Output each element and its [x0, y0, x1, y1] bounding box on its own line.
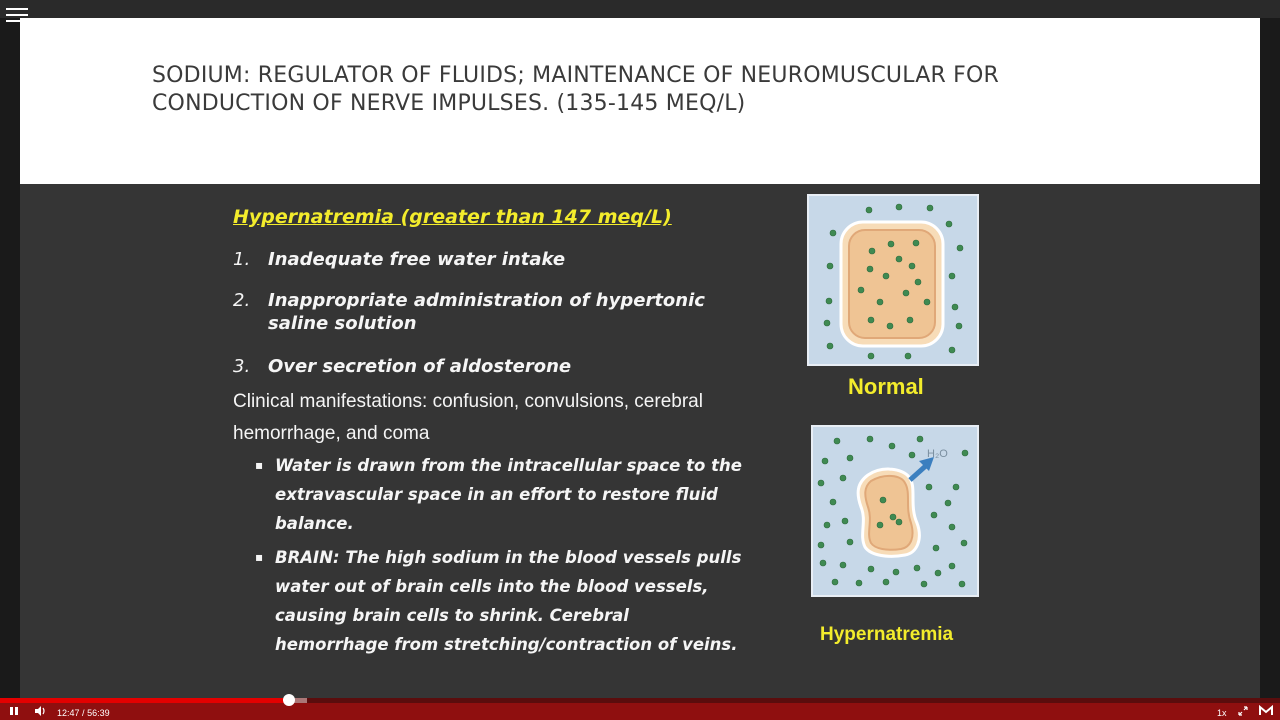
cause-text: Inappropriate administration of hypertonic saline solution: [268, 290, 705, 334]
played-bar: [0, 698, 289, 703]
time-display: [57, 708, 110, 718]
cause-number: 2.: [233, 290, 251, 311]
normal-cell-diagram: [807, 194, 979, 366]
brand-logo-icon[interactable]: [1259, 705, 1273, 716]
volume-icon[interactable]: [34, 705, 46, 717]
cause-item: [233, 289, 733, 335]
bullet-marker: ▪: [255, 550, 264, 564]
clinical-manifestations: Clinical manifestations: confusion, convulsions, cerebral hemorrhage, and coma: [233, 391, 703, 444]
bullet-text: BRAIN: The high sodium in the blood vessels pulls water out of brain cells into the blood vessels, causing brain cells to shrink. Cerebral hemorrhage from stretching/contraction of veins.: [275, 548, 742, 654]
cause-number: 1.: [233, 249, 251, 270]
pause-icon[interactable]: [9, 706, 19, 716]
cause-item: [233, 248, 733, 271]
slide: [20, 18, 1260, 698]
current-time: 12:47: [57, 708, 80, 718]
normal-cell-illustration: [809, 196, 977, 364]
cause-number: 3.: [233, 356, 251, 377]
playback-speed-button[interactable]: 1x: [1217, 708, 1227, 718]
title-line-1: SODIUM: REGULATOR OF FLUIDS; MAINTENANCE OF NEUROMUSCULAR FOR: [152, 63, 999, 88]
hypernatremia-cell-diagram: [811, 425, 979, 597]
total-time: 56:39: [87, 708, 110, 718]
section-heading: Hypernatremia (greater than 147 meq/L): [233, 206, 672, 228]
slide-header: [20, 18, 1260, 184]
slide-title: [152, 62, 1152, 118]
cause-item: [233, 355, 733, 378]
cause-text: Inadequate free water intake: [268, 249, 566, 270]
time-separator: /: [82, 708, 85, 718]
shrunken-cell-illustration: [813, 427, 977, 595]
fullscreen-icon[interactable]: [1238, 706, 1248, 716]
bullet-marker: ▪: [255, 458, 264, 472]
normal-caption: Normal: [848, 374, 924, 399]
bullet-item: [255, 451, 745, 538]
bullet-text: Water is drawn from the intracellular space to the extravascular space in an effort to restore fluid balance.: [275, 456, 742, 533]
hypernatremia-caption: Hypernatremia: [820, 624, 954, 645]
cause-text: Over secretion of aldosterone: [268, 356, 572, 377]
title-line-2: CONDUCTION OF NERVE IMPULSES. (135-145 MEQ/L): [152, 91, 746, 116]
top-bar: [0, 0, 1280, 18]
water-label: H₂O: [927, 448, 948, 460]
progress-bar[interactable]: [0, 698, 1280, 703]
bullet-item: [255, 543, 745, 659]
